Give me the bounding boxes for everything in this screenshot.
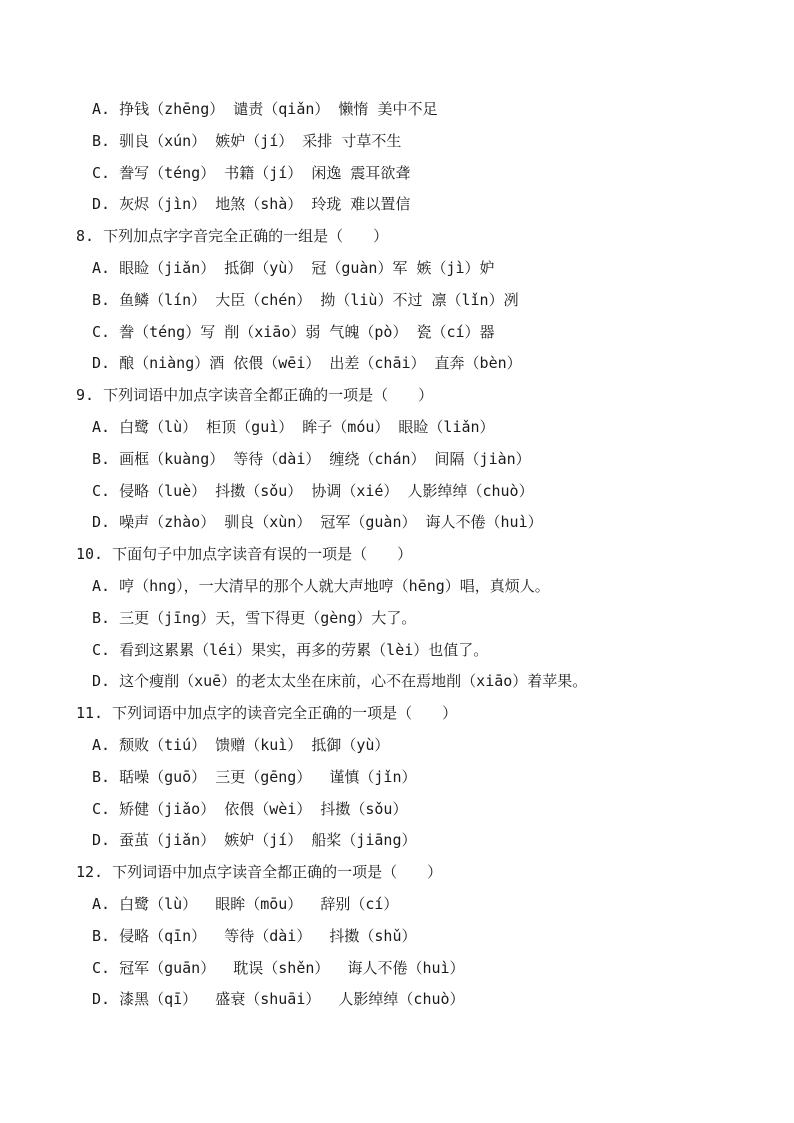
option-line: A. 白鹭（lù） 眼眸（mōu） 辞别（cí） bbox=[92, 894, 399, 913]
option-line: B. 鱼鳞（lín） 大臣（chén） 拗（liù）不过 凛（lǐn）冽 bbox=[92, 290, 519, 309]
option-line: C. 誊（téng）写 削（xiāo）弱 气魄（pò） 瓷（cí）器 bbox=[92, 322, 495, 341]
option-line: C. 侵略（luè） 抖擞（sǒu） 协调（xié） 人影绰绰（chuò） bbox=[92, 481, 534, 500]
option-line: B. 驯良（xún） 嫉妒（jí） 采排 寸草不生 bbox=[92, 131, 402, 150]
option-line: A. 颓败（tiú） 馈赠（kuì） 抵御（yù） bbox=[92, 735, 390, 754]
option-line: D. 灰烬（jìn） 地煞（shà） 玲珑 难以置信 bbox=[92, 195, 411, 214]
worksheet-page bbox=[0, 94, 794, 1016]
option-line: D. 漆黑（qī） 盛衰（shuāi） 人影绰绰（chuò） bbox=[92, 990, 465, 1009]
question-10: 10. 下面句子中加点字读音有误的一项是（ ） bbox=[76, 545, 413, 564]
option-line: B. 聒噪（guō） 三更（gēng） 谨慎（jǐn） bbox=[92, 767, 417, 786]
option-line: A. 眼睑（jiǎn） 抵御（yù） 冠（guàn）军 嫉（jì）妒 bbox=[92, 258, 495, 277]
option-line: D. 酿（niàng）酒 依偎（wēi） 出差（chāi） 直奔（bèn） bbox=[92, 354, 522, 373]
option-line: A. 挣钱（zhēng） 谴责（qiǎn） 懒惰 美中不足 bbox=[92, 100, 438, 118]
option-line: A. 白鹭（lù） 柜顶（guì） 眸子（móu） 眼睑（liǎn） bbox=[92, 417, 495, 436]
option-line: C. 誊写（téng） 书籍（jí） 闲逸 震耳欲聋 bbox=[92, 163, 411, 182]
option-line: D. 噪声（zhào） 驯良（xùn） 冠军（guàn） 诲人不倦（huì） bbox=[92, 513, 543, 532]
option-line: C. 看到这累累（léi）果实，再多的劳累（lèi）也值了。 bbox=[92, 640, 489, 659]
option-line: C. 矫健（jiǎo） 依偎（wèi） 抖擞（sǒu） bbox=[92, 799, 408, 818]
option-line: D. 蚕茧（jiǎn） 嫉妒（jí） 船桨（jiāng） bbox=[92, 831, 417, 850]
option-line: D. 这个瘦削（xuē）的老太太坐在床前，心不在焉地削（xiāo）着苹果。 bbox=[92, 672, 588, 691]
question-9: 9. 下列词语中加点字读音全都正确的一项是（ ） bbox=[76, 386, 434, 405]
option-line: C. 冠军（guān） 耽误（shěn） 诲人不倦（huì） bbox=[92, 958, 465, 977]
option-line: B. 三更（jīng）天，雪下得更（gèng）大了。 bbox=[92, 608, 417, 627]
option-line: B. 侵略（qīn） 等待（dài） 抖擞（shǔ） bbox=[92, 926, 417, 945]
question-11: 11. 下列词语中加点字的读音完全正确的一项是（ ） bbox=[76, 704, 458, 723]
question-12: 12. 下列词语中加点字读音全都正确的一项是（ ） bbox=[76, 863, 443, 882]
question-8: 8. 下列加点字字音完全正确的一组是（ ） bbox=[76, 227, 389, 246]
option-line: B. 画框（kuàng） 等待（dài） 缠绕（chán） 间隔（jiàn） bbox=[92, 449, 531, 468]
option-line: A. 哼（hng），一大清早的那个人就大声地哼（hēng）唱，真烦人。 bbox=[92, 576, 550, 595]
